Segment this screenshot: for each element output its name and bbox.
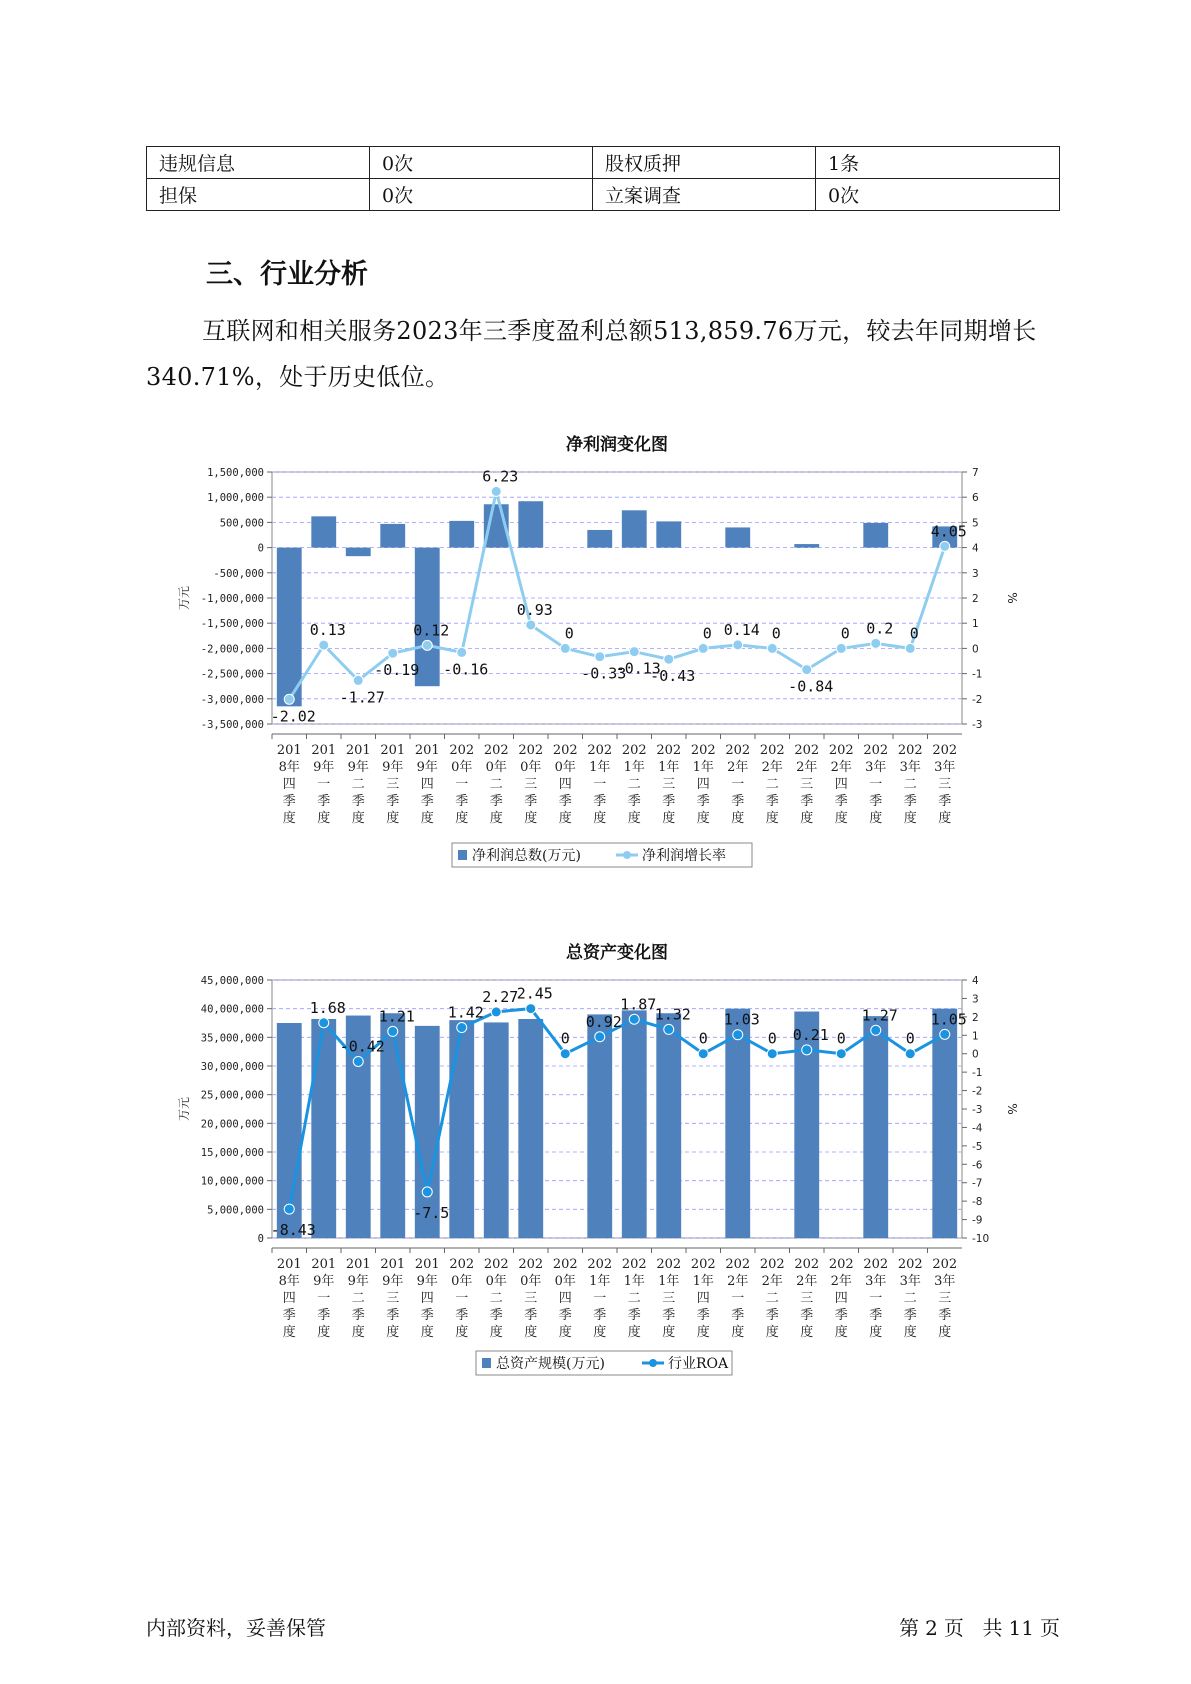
series-point — [940, 541, 950, 551]
bar — [656, 521, 681, 547]
series-point — [491, 486, 501, 496]
x-tick-label: 202 0年四季度 — [552, 1257, 578, 1340]
legend-line-marker — [649, 1359, 657, 1367]
y-tick-label: -2,500,000 — [200, 668, 264, 681]
series-point — [284, 1204, 294, 1214]
series-point — [698, 1049, 708, 1059]
y-tick-label: -1,500,000 — [200, 618, 264, 631]
bar — [863, 1016, 888, 1238]
x-tick-label: 201 9年一季度 — [311, 743, 337, 826]
info-table — [146, 146, 1060, 211]
y2-tick-label: 0 — [972, 643, 979, 656]
data-label: 0.12 — [413, 621, 450, 640]
footer-note: 内部资料，妥善保管 — [146, 1616, 326, 1640]
bar — [484, 1022, 509, 1238]
x-tick-label: 202 3年二季度 — [897, 1257, 923, 1340]
data-label: 1.21 — [378, 1007, 415, 1026]
y2-tick-label: -2 — [972, 1085, 983, 1098]
table-cell: 0次 — [370, 179, 593, 211]
data-label: 6.23 — [482, 467, 519, 486]
total-prefix: 共 — [982, 1616, 1003, 1640]
x-tick-label: 202 1年三季度 — [656, 743, 682, 826]
y-tick-label: -3,500,000 — [200, 719, 264, 731]
series-point — [802, 665, 812, 675]
x-tick-label: 201 9年四季度 — [414, 1257, 440, 1340]
y-tick-label: -2,000,000 — [200, 643, 264, 656]
y2-tick-label: 4 — [972, 975, 979, 987]
x-tick-label: 202 1年二季度 — [621, 743, 647, 826]
data-label: 0 — [560, 1029, 570, 1048]
data-label: 0.13 — [309, 621, 346, 640]
bar — [725, 527, 750, 547]
series-point — [353, 675, 363, 685]
data-label: 0.21 — [792, 1025, 829, 1044]
bar — [932, 1009, 957, 1238]
series-point — [629, 647, 639, 657]
series-point — [940, 1029, 950, 1039]
series-point — [353, 1056, 363, 1066]
table-cell: 立案调查 — [593, 179, 816, 211]
data-label: -0.43 — [650, 667, 696, 686]
table-cell: 担保 — [147, 179, 370, 211]
x-tick-label: 202 1年一季度 — [587, 743, 613, 826]
section-title: 三、行业分析 — [206, 259, 368, 290]
y2-axis-title: % — [1005, 592, 1019, 604]
series-point — [836, 643, 846, 653]
series-point — [560, 643, 570, 653]
bar — [794, 544, 819, 548]
y-tick-label: -500,000 — [213, 567, 264, 580]
page-number — [893, 1612, 1060, 1641]
data-label: 0 — [909, 624, 919, 643]
data-label: -0.19 — [374, 661, 420, 680]
data-label: -0.33 — [581, 664, 627, 683]
y-tick-label: -3,000,000 — [200, 693, 264, 706]
series-point — [802, 1045, 812, 1055]
legend-line-marker — [623, 851, 631, 859]
series-point — [491, 1007, 501, 1017]
bar — [449, 1020, 474, 1238]
total-suffix: 页 — [1040, 1616, 1060, 1640]
series-point — [733, 1030, 743, 1040]
total-no: 11 — [1008, 1616, 1034, 1640]
series-point — [871, 1025, 881, 1035]
x-tick-label: 202 2年一季度 — [725, 1257, 751, 1340]
bar — [518, 501, 543, 547]
x-tick-label: 201 8年四季度 — [276, 1257, 302, 1340]
data-label: 1.05 — [930, 1010, 967, 1029]
legend-bar-label: 净利润总数(万元) — [472, 848, 581, 864]
x-tick-label: 201 9年三季度 — [380, 1257, 406, 1340]
x-tick-label: 202 0年三季度 — [518, 743, 544, 826]
y2-tick-label: 1 — [972, 1030, 979, 1043]
chart-title: 总资产变化图 — [566, 943, 668, 963]
y2-tick-label: 3 — [972, 993, 979, 1006]
series-point — [905, 643, 915, 653]
data-label: -1.27 — [339, 688, 385, 707]
series-point — [457, 1023, 467, 1033]
bar — [725, 1009, 750, 1238]
x-tick-label: 202 3年二季度 — [897, 743, 923, 826]
bar — [518, 1019, 543, 1238]
series-point — [388, 1026, 398, 1036]
table-cell: 违规信息 — [147, 147, 370, 179]
series-point — [526, 1004, 536, 1014]
series-point — [319, 1018, 329, 1028]
y2-tick-label: 4 — [972, 542, 979, 555]
data-label: 0 — [840, 624, 850, 643]
net-profit-chart-svg — [0, 420, 1191, 880]
table-cell: 股权质押 — [593, 147, 816, 179]
data-label: -0.16 — [443, 660, 489, 679]
y-tick-label: 10,000,000 — [200, 1175, 264, 1188]
data-label: 0 — [836, 1029, 846, 1048]
table-cell: 0次 — [816, 179, 1060, 211]
data-label: 0.93 — [516, 600, 553, 619]
y2-tick-label: -4 — [972, 1122, 983, 1135]
y2-tick-label: 0 — [972, 1048, 979, 1061]
x-tick-label: 202 0年一季度 — [449, 1257, 475, 1340]
data-label: 0 — [564, 624, 574, 643]
y-axis-title: 万元 — [177, 1096, 191, 1122]
page-prefix: 第 — [899, 1616, 920, 1640]
series-point — [664, 1024, 674, 1034]
y2-tick-label: -6 — [972, 1159, 983, 1172]
table-cell: 1条 — [816, 147, 1060, 179]
x-tick-label: 202 2年四季度 — [828, 743, 854, 826]
series-point — [422, 1187, 432, 1197]
bar — [622, 510, 647, 547]
series-point — [733, 640, 743, 650]
x-tick-label: 201 8年四季度 — [276, 743, 302, 826]
y2-axis-title: % — [1005, 1103, 1019, 1115]
table-row — [147, 179, 1060, 211]
y-tick-label: 0 — [257, 542, 264, 555]
y-axis-title: 万元 — [177, 585, 191, 611]
body-paragraph: 互联网和相关服务2023年三季度盈利总额513,859.76万元，较去年同期增长340.71%，处于历史低位。 — [146, 317, 1037, 391]
data-label: 0 — [767, 1029, 777, 1048]
bar — [311, 516, 336, 547]
y2-tick-label: 6 — [972, 492, 979, 505]
y2-tick-label: -10 — [972, 1233, 990, 1245]
series-point — [905, 1049, 915, 1059]
y-tick-label: 25,000,000 — [200, 1089, 264, 1102]
y2-tick-label: 5 — [972, 517, 979, 530]
y2-tick-label: 1 — [972, 618, 979, 631]
data-label: 1.68 — [309, 998, 346, 1017]
x-tick-label: 202 1年二季度 — [621, 1257, 647, 1340]
y-tick-label: 500,000 — [219, 517, 264, 530]
y2-tick-label: -3 — [972, 719, 983, 731]
data-label: 0 — [702, 624, 712, 643]
x-tick-label: 202 0年三季度 — [518, 1257, 544, 1340]
y2-tick-label: -1 — [972, 668, 983, 681]
series-point — [664, 654, 674, 664]
data-label: 0.14 — [723, 620, 760, 639]
y-tick-label: -1,000,000 — [200, 593, 264, 605]
x-tick-label: 202 1年一季度 — [587, 1257, 613, 1340]
legend-bar-swatch — [482, 1358, 491, 1368]
data-label: -0.13 — [615, 659, 661, 678]
y-tick-label: 1,500,000 — [207, 467, 264, 479]
legend-bar-swatch — [458, 850, 467, 860]
data-label: -0.42 — [339, 1037, 385, 1056]
chart-title: 净利润变化图 — [566, 435, 668, 455]
data-label: 2.45 — [516, 984, 553, 1003]
bar — [346, 548, 371, 557]
y2-tick-label: -1 — [972, 1067, 983, 1080]
y2-tick-label: 3 — [972, 567, 979, 580]
series-point — [767, 643, 777, 653]
page-mid: 页 — [943, 1616, 964, 1640]
bar — [277, 548, 302, 707]
y-tick-label: 0 — [257, 1233, 264, 1245]
data-label: 1.87 — [620, 995, 657, 1014]
y-tick-label: 15,000,000 — [200, 1147, 264, 1159]
bar — [380, 524, 405, 548]
series-point — [595, 652, 605, 662]
data-label: -0.84 — [788, 677, 834, 696]
x-tick-label: 202 2年三季度 — [794, 743, 820, 826]
x-tick-label: 202 3年三季度 — [932, 743, 958, 826]
table-cell: 0次 — [370, 147, 593, 179]
y2-tick-label: -5 — [972, 1140, 983, 1153]
x-tick-label: 202 0年一季度 — [449, 743, 475, 826]
data-label: 4.05 — [930, 522, 967, 541]
y-tick-label: 40,000,000 — [200, 1003, 264, 1016]
bar — [449, 521, 474, 548]
series-point — [388, 648, 398, 658]
total-assets-chart-svg — [0, 920, 1191, 1380]
y2-tick-label: -3 — [972, 1104, 983, 1116]
y2-tick-label: -9 — [972, 1214, 983, 1227]
series-point — [422, 640, 432, 650]
legend-line-label: 净利润增长率 — [642, 848, 726, 864]
x-tick-label: 202 2年三季度 — [794, 1257, 820, 1340]
bar — [863, 523, 888, 548]
y-tick-label: 20,000,000 — [200, 1118, 264, 1131]
x-tick-label: 202 2年四季度 — [828, 1257, 854, 1340]
legend-line-label: 行业ROA — [668, 1356, 729, 1372]
y2-tick-label: 2 — [972, 593, 979, 605]
series-point — [457, 647, 467, 657]
series-point — [560, 1049, 570, 1059]
data-label: 0 — [698, 1029, 708, 1048]
x-tick-label: 202 2年二季度 — [759, 743, 785, 826]
legend-bar-label: 总资产规模(万元) — [496, 1356, 605, 1372]
data-label: -2.02 — [270, 707, 316, 726]
x-tick-label: 202 1年三季度 — [656, 1257, 682, 1340]
data-label: 1.42 — [447, 1003, 484, 1022]
y-tick-label: 5,000,000 — [207, 1204, 264, 1217]
y-tick-label: 45,000,000 — [200, 975, 264, 987]
bar — [311, 1019, 336, 1238]
bar — [587, 530, 612, 548]
x-tick-label: 202 3年一季度 — [863, 743, 889, 826]
data-label: 0 — [905, 1029, 915, 1048]
data-label: 2.27 — [482, 987, 519, 1006]
x-tick-label: 202 2年二季度 — [759, 1257, 785, 1340]
data-label: -8.43 — [270, 1221, 316, 1240]
bar — [622, 1010, 647, 1238]
y-tick-label: 1,000,000 — [207, 492, 264, 505]
x-tick-label: 201 9年一季度 — [311, 1257, 337, 1340]
series-point — [526, 620, 536, 630]
total-assets-chart — [0, 920, 1191, 1380]
y2-tick-label: -2 — [972, 693, 983, 706]
x-tick-label: 202 1年四季度 — [690, 743, 716, 826]
data-label: 0.2 — [866, 619, 894, 638]
data-label: 1.03 — [723, 1010, 760, 1029]
series-point — [836, 1049, 846, 1059]
x-tick-label: 201 9年二季度 — [345, 1257, 371, 1340]
x-tick-label: 202 0年二季度 — [483, 743, 509, 826]
bar — [587, 1014, 612, 1238]
data-label: 0 — [771, 624, 781, 643]
data-label: 1.32 — [654, 1005, 691, 1024]
x-tick-label: 201 9年四季度 — [414, 743, 440, 826]
x-tick-label: 202 0年四季度 — [552, 743, 578, 826]
series-point — [767, 1049, 777, 1059]
y-tick-label: 35,000,000 — [200, 1032, 264, 1045]
data-label: -7.5 — [413, 1203, 450, 1222]
x-tick-label: 202 1年四季度 — [690, 1257, 716, 1340]
y-tick-label: 30,000,000 — [200, 1061, 264, 1073]
y2-tick-label: 7 — [972, 467, 979, 479]
y2-tick-label: 2 — [972, 1011, 979, 1024]
data-label: 0.92 — [585, 1012, 622, 1031]
x-tick-label: 202 3年一季度 — [863, 1257, 889, 1340]
series-point — [595, 1032, 605, 1042]
x-tick-label: 202 3年三季度 — [932, 1257, 958, 1340]
series-point — [284, 694, 294, 704]
table-row — [147, 147, 1060, 179]
x-tick-label: 201 9年三季度 — [380, 743, 406, 826]
x-tick-label: 202 0年二季度 — [483, 1257, 509, 1340]
x-tick-label: 202 2年一季度 — [725, 743, 751, 826]
series-point — [698, 643, 708, 653]
series-point — [871, 638, 881, 648]
net-profit-chart — [0, 420, 1191, 880]
series-point — [629, 1014, 639, 1024]
series-point — [319, 640, 329, 650]
page-no: 2 — [925, 1616, 938, 1640]
y2-tick-label: -8 — [972, 1196, 983, 1209]
y2-tick-label: -7 — [972, 1177, 983, 1190]
data-label: 1.27 — [861, 1006, 898, 1025]
bar — [656, 1013, 681, 1238]
x-tick-label: 201 9年二季度 — [345, 743, 371, 826]
